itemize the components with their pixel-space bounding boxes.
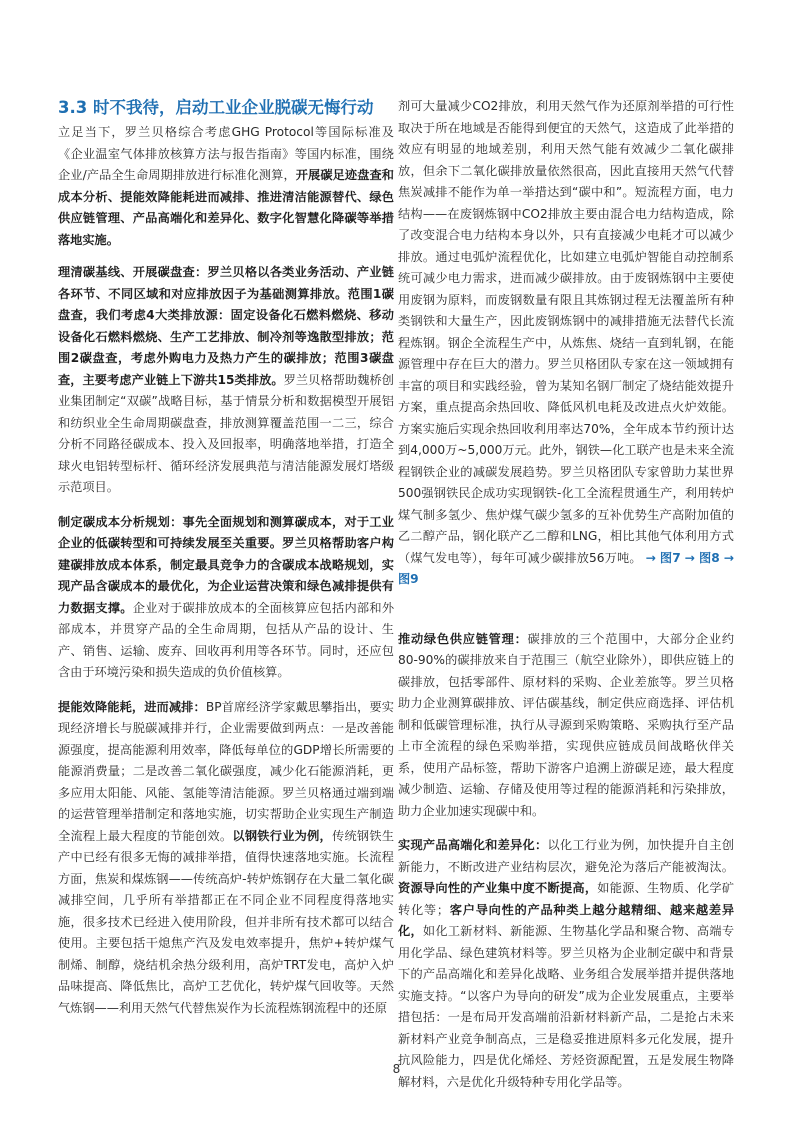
figure-8-link[interactable]: 图8	[698, 550, 720, 565]
energy-efficiency-paragraph	[58, 697, 394, 1020]
carbon-baseline-paragraph	[58, 262, 394, 499]
green-supply-chain-text: 碳排放的三个范围中，大部分企业约80-90%的碳排放来自于范围三（航空业除外），即供应链上的碳排放，包括零部件、原材料的采购、企业差旅等。罗兰贝格助力企业测算碳排放、评估碳基线，制定供应商选择、评估机制和低碳管理标准，执行从寻源到采购策略、采购执行至产品上市全流程的绿色采购举措，实现供应链成员间战略伙伴关系，使用产品标签，帮助下游客户追溯上游碳足迹，最大程度减少制造、运输、存储及使用等过程的能源消耗和污染排放，助力企业加速实现碳中和。	[398, 631, 735, 818]
carbon-baseline-text: 罗兰贝格帮助魏桥创业集团制定“双碳”战略目标，基于情景分析和数据模型开展铝和纺织业全生命周期碳盘查，排放测算覆盖范围一二三，综合分析不同路径碳成本、投入及回报率，明确落地举措，打造全球火电铝转型标杆、循环经济发展典范与清洁能源发展灯塔级示范项目。	[58, 372, 394, 494]
carbon-cost-bold: 制定碳成本分析规划：事先全面规划和测算碳成本，对于工业企业的低碳转型和可持续发展至关重要。罗兰贝格帮助客户构建碳排放成本体系，制定最具竞争力的含碳成本战略规划，实现产品含碳成本的最优化，为企业运营决策和绿色减排提供有力数据支撑。	[58, 514, 394, 615]
intro-paragraph	[58, 122, 394, 251]
customer-oriented-text: 如化工新材料、新能源、生物基化学品和聚合物、高端专用化学品、绿色建筑材料等。罗兰贝格为企业制定碳中和背景下的产品高端化和差异化战略、业务组合发展举措并提供落地实施支持。“以客户为导向的研发”成为企业发展重点，主要举措包括：一是布局开发高端前沿新材料新产品，二是抢占未来新材料产业竞争制高点，三是稳妥推进原料多元化发展，提升抗风险能力，四是优化烯烃、芳烃资源配置，五是发展生物降解材料，六是优化升级特种专用化学品等。	[398, 924, 735, 1089]
arrow-icon: →	[723, 550, 735, 565]
energy-efficiency-text: BP首席经济学家戴思攀指出，要实现经济增长与脱碳减排并行，企业需要做到两点：一是改善能源强度，提高能源利用效率，降低每单位的GDP增长所需要的能源消费量；二是改善二氧化碳强度，减少化石能源消耗，更多应用太阳能、风能、氢能等清洁能源。罗兰贝格通过端到端的运营管理举措制定和落地实施，切实帮助企业实现生产制造全流程上最大程度的节能创效。	[58, 699, 394, 843]
figure-9-link[interactable]: 图9	[398, 572, 419, 586]
steel-example-bold: 以钢铁行业为例，	[232, 828, 333, 843]
arrow-icon: →	[684, 550, 695, 565]
left-column	[58, 96, 394, 1032]
green-supply-chain-paragraph	[398, 629, 734, 823]
intro-bold: 开展碳足迹盘查和成本分析、提能效降能耗进而减排、推进清洁能源替代、绿色供应链管理、产品高端化和差异化、数字化智慧化降碳等举措落地实施。	[58, 168, 394, 247]
product-upgrade-text: 以化工行业为例，加快提升自主创新能力，不断改进产业结构层次，避免沦为落后产能被淘汰。	[398, 838, 735, 874]
product-upgrade-bold: 实现产品高端化和差异化：	[398, 838, 548, 852]
resource-oriented-bold: 资源导向性的产业集中度不断提高，	[398, 881, 598, 895]
resource-oriented-text: 如能源、生物质、化学矿转化等；	[398, 881, 735, 917]
carbon-cost-paragraph	[58, 512, 394, 684]
product-upgrade-paragraph	[398, 835, 734, 1093]
right-column	[398, 96, 734, 1106]
figure-7-link[interactable]: 图7	[659, 550, 681, 565]
steel-example-text: 传统钢铁生产中已经有很多无悔的减排举措，值得快速落地实施。长流程方面，焦炭和煤炼钢——传统高炉-转炉炼钢存在大量二氧化碳减排空间，几乎所有举措都正在不同企业不同程度得落地实施，很多技术已经进入使用阶段，但并非所有技术都可以结合使用。主要包括干熄焦产汽及发电效率提升，焦炉+转炉煤气制烯、制醇，烧结机余热分级利用，高炉TRT发电，高炉入炉品味提高、降低焦比，高炉工艺优化，转炉煤气回收等。天然气炼钢——利用天然气代替焦炭作为长流程炼钢流程中的还原	[58, 828, 395, 1015]
energy-efficiency-bold: 提能效降能耗，进而减排：	[58, 699, 206, 714]
intro-text: 立足当下，罗兰贝格综合考虑GHG Protocol等国际标准及《企业温室气体排放核算方法与报告指南》等国内标准，围绕企业/产品全生命周期排放进行标准化测算，	[58, 125, 394, 182]
green-supply-chain-bold: 推动绿色供应链管理：	[398, 631, 528, 646]
arrow-icon: →	[645, 550, 656, 565]
steel-example-continued: 剂可大量减少CO2排放，利用天然气作为还原剂举措的可行性取决于所在地域是否能得到便宜的天然气，这造成了此举措的效应有明显的地域差别，利用天然气能有效减少二氧化碳排放，但余下二氧化碳排放量依然很高，因此直接用天然气代替焦炭减排不能作为单一举措达到“碳中和”。短流程方面，电力结构——在废钢炼钢中CO2排放主要由混合电力结构造成，除了改变混合电力结构本身以外，只有直接减少电耗才可以减少排放。通过电弧炉流程优化，比如建立电弧炉智能自动控制系统可减少电力需求，进而减少碳排放。由于废钢炼钢中主要使用废钢为原料，而废钢数量有限且其炼钢过程无法覆盖所有种类钢铁和大量生产，因此废钢炼钢中的减排措施无法替代长流程炼钢。钢企全流程生产中，从炼焦、烧结一直到轧钢，在能源管理中存在巨大的潜力。罗兰贝格团队专家在这一领域拥有丰富的项目和实践经验，曾为某知名钢厂制定了烧结能效提升方案，重点提高余热回收、降低风机电耗及改进点火炉效能。方案实施后实现余热回收利用率达70%，全年成本节约预计达到4,000万~5,000万元。此外，钢铁—化工联产也是未来全流程钢铁企业的减碳发展趋势。罗兰贝格团队专家曾助力某世界500强钢铁民企成功实现钢铁-化工全流程贯通生产，利用转炉煤气制多氢少、焦炉煤气碳少氢多的互补优势生产高附加值的乙二醇产品，钢化联产乙二醇和LNG，相比其他气体利用方式（煤气发电等），每年可减少碳排放56万吨。 → 图7 → 图8 → 图9	[398, 99, 735, 586]
page-number: 8	[392, 1062, 401, 1076]
carbon-cost-text: 企业对于碳排放成本的全面核算应包括内部和外部成本，并贯穿产品的全生命周期，包括从产品的设计、生产、销售、运输、废弃、回收再利用等各环节。同时，还应包含由于环境污染和损失造成的负价值核算。	[58, 600, 395, 679]
customer-oriented-bold: 客户导向性的产品种类上越分越精细、越来越差异化，	[398, 902, 735, 938]
section-title: 3.3 时不我待，启动工业企业脱碳无悔行动	[58, 98, 374, 117]
carbon-baseline-bold: 理清碳基线、开展碳盘查：罗兰贝格以各类业务活动、产业链各环节、不同区域和对应排放因子为基础测算排放。范围1碳盘查，我们考虑4大类排放源：固定设备化石燃料燃烧、移动设备化石燃料燃烧、生产工艺排放、制冷剂等逸散型排放；范围2碳盘查，考虑外购电力及热力产生的碳排放；范围3碳盘查，主要考虑产业链上下游共15类排放。	[58, 265, 394, 387]
